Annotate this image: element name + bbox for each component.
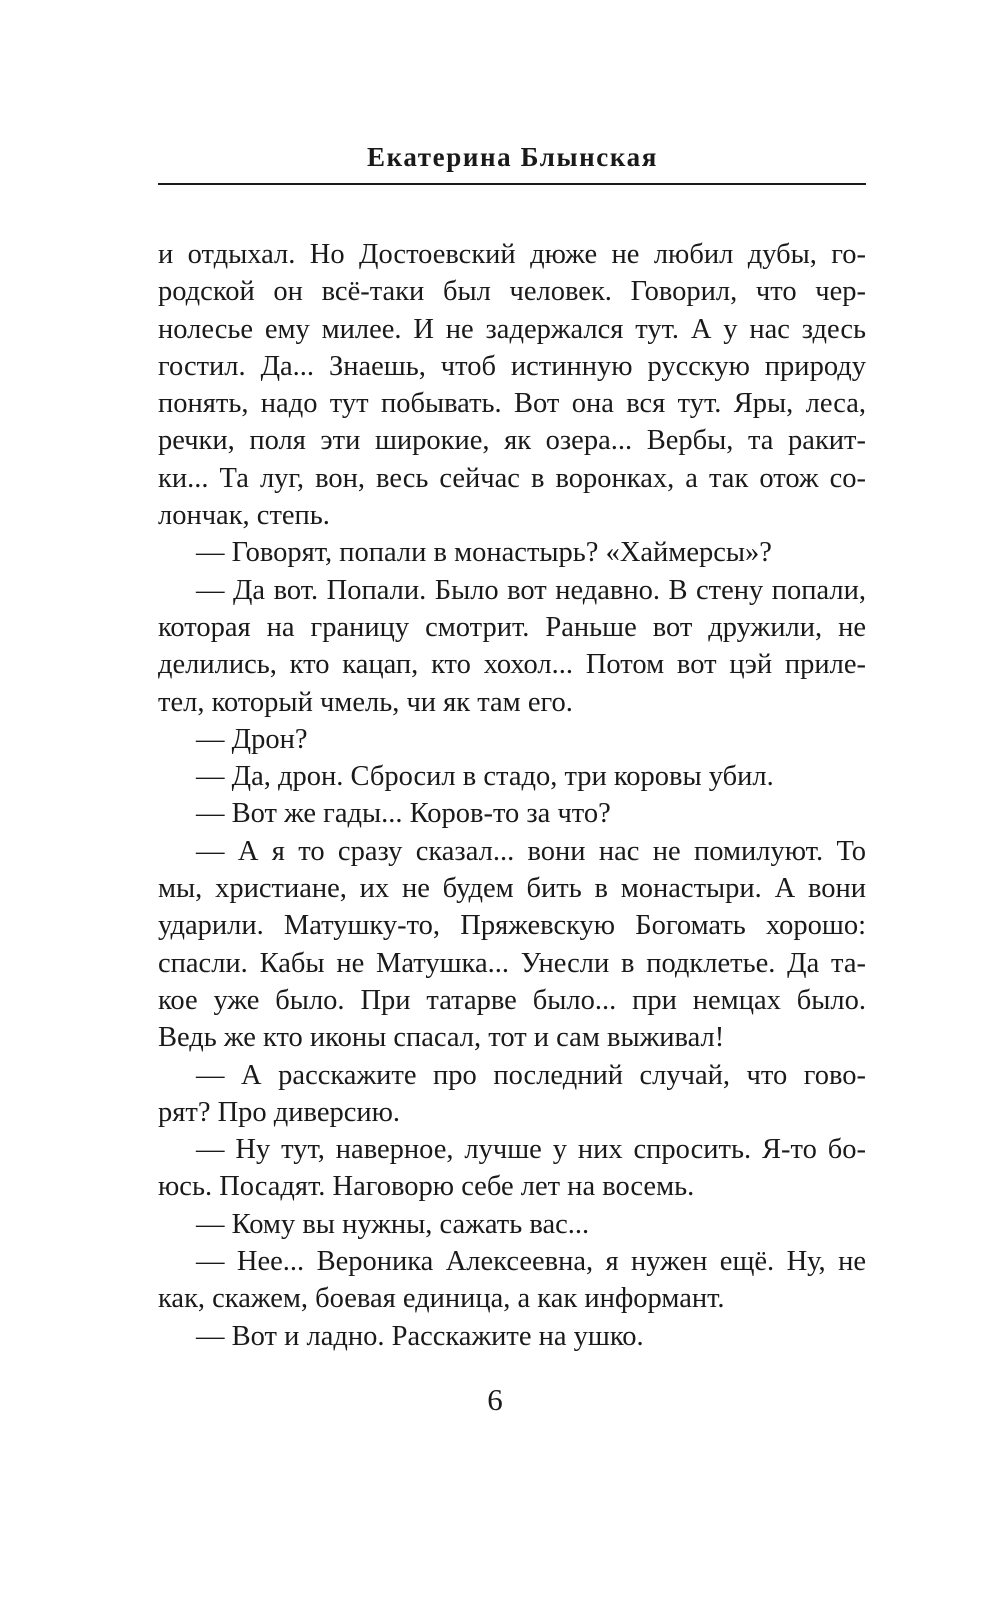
- dialogue-line: — Вот и ладно. Расскажите на ушко.: [196, 1320, 644, 1352]
- text-line: гостил. Да... Знаешь, чтоб истинную русскую природу: [158, 350, 866, 382]
- text-line: понять, надо тут побывать. Вот она вся тут. Яры, леса,: [158, 388, 866, 420]
- dialogue-line: — Вот же гады... Коров-то за что?: [196, 798, 611, 830]
- text-line: лончак, степь.: [158, 500, 330, 532]
- text-line: ударили. Матушку-то, Пряжевскую Богомать хорошо:: [158, 910, 866, 942]
- text-line: спасли. Кабы не Матушка... Унесли в подклетье. Да та-: [158, 947, 866, 979]
- page-number: 6: [487, 1382, 503, 1417]
- dialogue-line: — Дрон?: [196, 723, 308, 755]
- running-head-author: Екатерина Блынская: [367, 142, 658, 172]
- text-line: тел, который чмель, чи як там его.: [158, 686, 573, 718]
- dialogue-line: — А расскажите про последний случай, что гово-: [196, 1059, 866, 1091]
- body-text: [158, 236, 866, 1355]
- text-line: мы, христиане, их не будем бить в монастыри. А вони: [158, 873, 866, 905]
- text-line: как, скажем, боевая единица, а как информант.: [158, 1283, 725, 1315]
- text-line: юсь. Посадят. Наговорю себе лет на восемь.: [158, 1171, 695, 1203]
- dialogue-line: — Говорят, попали в монастырь? «Хаймерсы»?: [196, 537, 772, 569]
- text-line: нолесье ему милее. И не задержался тут. А у нас здесь: [158, 313, 866, 345]
- text-line: делились, кто кацап, кто хохол... Потом вот цэй прилe-: [158, 649, 866, 681]
- dialogue-line: — Нее... Вероника Алексеевна, я нужен ещё. Ну, не: [196, 1246, 866, 1278]
- text-line: и отдыхал. Но Достоевский дюже не любил дубы, го-: [158, 239, 866, 270]
- text-line: речки, поля эти широкие, як озера... Вербы, та ракит-: [158, 425, 866, 457]
- text-line: Ведь же кто иконы спасал, тот и сам выживал!: [158, 1022, 725, 1054]
- text-line: которая на границу смотрит. Раньше вот дружили, не: [158, 611, 866, 643]
- dialogue-line: — Да, дрон. Сбросил в стадо, три коровы убил.: [196, 761, 774, 793]
- dialogue-line: — Ну тут, наверное, лучше у них спросить. Я-то бо-: [196, 1134, 866, 1166]
- dialogue-line: — Кому вы нужны, сажать вас...: [196, 1208, 590, 1240]
- text-line: родской он всё-таки был человек. Говорил, что чер-: [158, 276, 866, 308]
- dialogue-line: — А я то сразу сказал... вони нас не помилуют. То: [196, 835, 866, 867]
- text-line: кое уже было. При татарве было... при немцах было.: [158, 984, 866, 1016]
- dialogue-line: — Да вот. Попали. Было вот недавно. В стену попали,: [196, 574, 866, 606]
- header-rule: [158, 183, 866, 185]
- text-line: рят? Про диверсию.: [158, 1096, 401, 1128]
- text-line: ки... Та луг, вон, весь сейчас в воронках, а так отож со-: [158, 462, 866, 494]
